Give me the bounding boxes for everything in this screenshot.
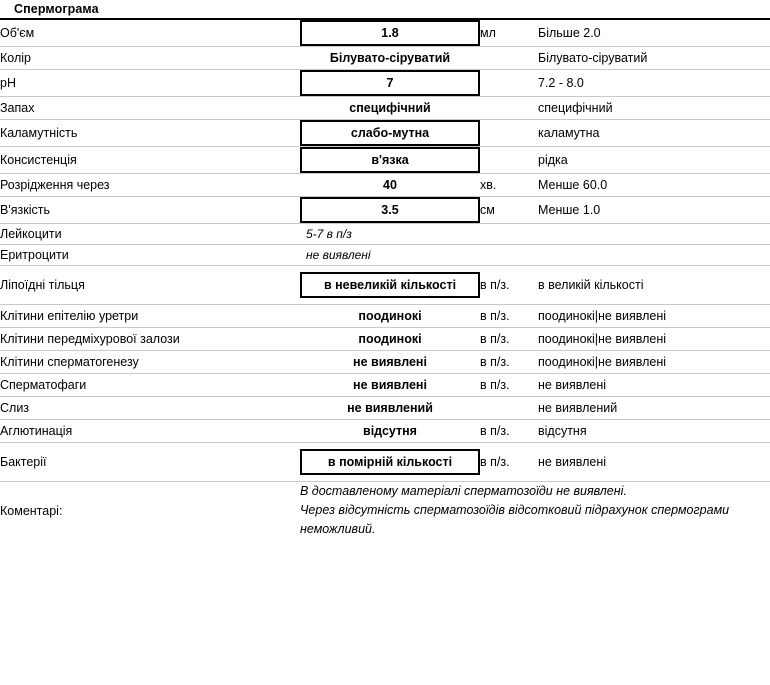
row-value-cell[interactable] — [300, 397, 480, 420]
row-value[interactable]: не виявлені — [353, 378, 427, 392]
report-title-bar — [0, 0, 770, 20]
row-norm: відсутня — [538, 424, 587, 438]
table-row — [0, 420, 770, 443]
table-row — [0, 397, 770, 420]
comment-label: Коментарі: — [0, 503, 63, 518]
row-norm-cell — [538, 147, 770, 174]
row-label-cell — [0, 420, 300, 443]
row-unit: хв. — [480, 178, 497, 192]
row-value[interactable]: 5-7 в п/з — [306, 227, 352, 241]
row-norm-cell — [538, 120, 770, 147]
row-unit-cell — [480, 147, 538, 174]
row-label-cell — [0, 305, 300, 328]
row-label-cell — [0, 97, 300, 120]
row-value[interactable]: не виявлений — [347, 401, 433, 415]
row-value[interactable]: слабо-мутна — [300, 120, 480, 146]
table-row — [0, 224, 770, 245]
row-norm: каламутна — [538, 126, 600, 140]
row-value-cell[interactable] — [300, 147, 480, 174]
row-value-cell[interactable] — [300, 120, 480, 147]
row-value[interactable]: в невеликій кількості — [300, 272, 480, 298]
row-value[interactable]: поодинокі — [358, 309, 422, 323]
row-norm-cell — [538, 351, 770, 374]
row-norm-cell — [538, 97, 770, 120]
table-row — [0, 174, 770, 197]
row-unit-cell — [480, 70, 538, 97]
row-label-cell — [0, 20, 300, 47]
row-label-cell — [0, 197, 300, 224]
row-norm-cell — [538, 245, 770, 266]
comment-line: В доставленому матеріалі сперматозоїди не виявлені. — [300, 484, 627, 498]
row-norm: в великій кількості — [538, 278, 644, 292]
row-unit: в п/з. — [480, 278, 510, 292]
row-value-cell[interactable] — [300, 70, 480, 97]
row-label-cell — [0, 443, 300, 482]
row-label-cell — [0, 147, 300, 174]
row-label: Бактерії — [0, 455, 47, 469]
row-unit: см — [480, 203, 495, 217]
row-label-cell — [0, 120, 300, 147]
table-row — [0, 351, 770, 374]
row-label: Розрідження через — [0, 178, 110, 192]
row-label: Еритроцити — [0, 248, 69, 262]
row-norm-cell — [538, 397, 770, 420]
row-label: Каламутність — [0, 126, 78, 140]
row-label-cell — [0, 351, 300, 374]
row-norm-cell — [538, 197, 770, 224]
row-unit-cell — [480, 374, 538, 397]
row-unit-cell — [480, 20, 538, 47]
table-row — [0, 266, 770, 305]
table-row — [0, 443, 770, 482]
row-unit-cell — [480, 97, 538, 120]
report-table — [0, 20, 770, 539]
row-value[interactable]: специфічний — [349, 101, 431, 115]
row-unit-cell — [480, 305, 538, 328]
row-label-cell — [0, 224, 300, 245]
row-value[interactable]: 7 — [300, 70, 480, 96]
table-row — [0, 20, 770, 47]
comment-line: неможливий. — [300, 522, 376, 536]
row-label-cell — [0, 174, 300, 197]
row-norm: Менше 60.0 — [538, 178, 608, 192]
row-value-cell[interactable] — [300, 420, 480, 443]
row-label: Сперматофаги — [0, 378, 87, 392]
row-norm: Білувато-сіруватий — [538, 51, 648, 65]
row-norm-cell — [538, 305, 770, 328]
row-label-cell — [0, 374, 300, 397]
row-unit-cell — [480, 420, 538, 443]
row-norm: 7.2 - 8.0 — [538, 76, 584, 90]
row-value[interactable]: поодинокі — [358, 332, 422, 346]
table-row — [0, 197, 770, 224]
row-unit-cell — [480, 174, 538, 197]
row-value-cell[interactable] — [300, 47, 480, 70]
row-label: Ліпоїдні тільця — [0, 278, 85, 292]
row-label-cell — [0, 397, 300, 420]
comment-label-cell — [0, 482, 300, 540]
row-unit-cell — [480, 328, 538, 351]
table-row — [0, 120, 770, 147]
row-unit: в п/з. — [480, 424, 510, 438]
row-value[interactable]: в'язка — [300, 147, 480, 173]
row-value[interactable]: не виявлені — [306, 248, 371, 262]
row-unit-cell — [480, 197, 538, 224]
row-value[interactable]: відсутня — [363, 424, 417, 438]
row-norm: Менше 1.0 — [538, 203, 601, 217]
row-norm: специфічний — [538, 101, 613, 115]
row-value-cell[interactable] — [300, 328, 480, 351]
table-row — [0, 147, 770, 174]
row-unit-cell — [480, 397, 538, 420]
row-value-cell[interactable] — [300, 351, 480, 374]
row-label: Слиз — [0, 401, 30, 415]
row-label: Запах — [0, 101, 35, 115]
row-value[interactable]: Білувато-сіруватий — [329, 51, 451, 65]
row-value-cell[interactable] — [300, 20, 480, 47]
comment-line: Через відсутність сперматозоїдів відсотковий підрахунок спермограми — [300, 503, 730, 517]
row-unit-cell — [480, 245, 538, 266]
row-label: pH — [0, 76, 16, 90]
row-unit-cell — [480, 120, 538, 147]
row-label-cell — [0, 47, 300, 70]
row-value-cell[interactable] — [300, 224, 480, 245]
row-unit-cell — [480, 47, 538, 70]
row-norm: Більше 2.0 — [538, 26, 601, 40]
row-norm: рідка — [538, 153, 568, 167]
row-label: В'язкість — [0, 203, 50, 217]
row-norm-cell — [538, 224, 770, 245]
row-value-cell[interactable] — [300, 97, 480, 120]
row-label-cell — [0, 70, 300, 97]
row-norm-cell — [538, 420, 770, 443]
row-norm: не виявлений — [538, 401, 618, 415]
row-label: Об'єм — [0, 26, 35, 40]
row-label: Клітини сперматогенезу — [0, 355, 139, 369]
table-row — [0, 328, 770, 351]
table-row — [0, 245, 770, 266]
page-title: Спермограма — [14, 2, 99, 16]
row-unit: мл — [480, 26, 496, 40]
row-unit-cell — [480, 224, 538, 245]
row-norm-cell — [538, 374, 770, 397]
row-value[interactable]: 3.5 — [300, 197, 480, 223]
table-row — [0, 374, 770, 397]
row-value-cell[interactable] — [300, 443, 480, 482]
row-value-cell[interactable] — [300, 305, 480, 328]
row-unit: в п/з. — [480, 378, 510, 392]
row-value[interactable]: 1.8 — [300, 20, 480, 46]
row-unit-cell — [480, 266, 538, 305]
row-value[interactable]: в помірній кількості — [300, 449, 480, 475]
table-row — [0, 97, 770, 120]
row-unit-cell — [480, 443, 538, 482]
row-label: Аглютинація — [0, 424, 73, 438]
report-table-body — [0, 20, 770, 539]
row-norm-cell — [538, 328, 770, 351]
row-unit: в п/з. — [480, 309, 510, 323]
row-label-cell — [0, 245, 300, 266]
row-norm-cell — [538, 47, 770, 70]
row-norm-cell — [538, 266, 770, 305]
row-value-cell[interactable] — [300, 174, 480, 197]
row-norm-cell — [538, 443, 770, 482]
table-row — [0, 70, 770, 97]
row-value-cell[interactable] — [300, 245, 480, 266]
row-norm-cell — [538, 174, 770, 197]
row-norm-cell — [538, 70, 770, 97]
row-value-cell[interactable] — [300, 266, 480, 305]
row-unit: в п/з. — [480, 332, 510, 346]
table-row — [0, 305, 770, 328]
row-label-cell — [0, 266, 300, 305]
row-value[interactable]: 40 — [383, 178, 397, 192]
row-value-cell[interactable] — [300, 197, 480, 224]
table-row — [0, 47, 770, 70]
row-label: Колір — [0, 51, 31, 65]
row-unit: в п/з. — [480, 455, 510, 469]
row-norm: поодинокі|не виявлені — [538, 355, 667, 369]
row-norm-cell — [538, 20, 770, 47]
row-unit: в п/з. — [480, 355, 510, 369]
row-label: Лейкоцити — [0, 227, 62, 241]
row-value-cell[interactable] — [300, 374, 480, 397]
comment-row — [0, 482, 770, 540]
row-unit-cell — [480, 351, 538, 374]
row-norm: поодинокі|не виявлені — [538, 309, 667, 323]
row-norm: поодинокі|не виявлені — [538, 332, 667, 346]
row-label-cell — [0, 328, 300, 351]
row-norm: не виявлені — [538, 378, 606, 392]
row-label: Консистенція — [0, 153, 77, 167]
row-norm: не виявлені — [538, 455, 606, 469]
row-label: Клітини епітелію уретри — [0, 309, 139, 323]
comment-body-cell[interactable] — [300, 482, 770, 540]
row-label: Клітини передміхурової залози — [0, 332, 180, 346]
row-value[interactable]: не виявлені — [353, 355, 427, 369]
